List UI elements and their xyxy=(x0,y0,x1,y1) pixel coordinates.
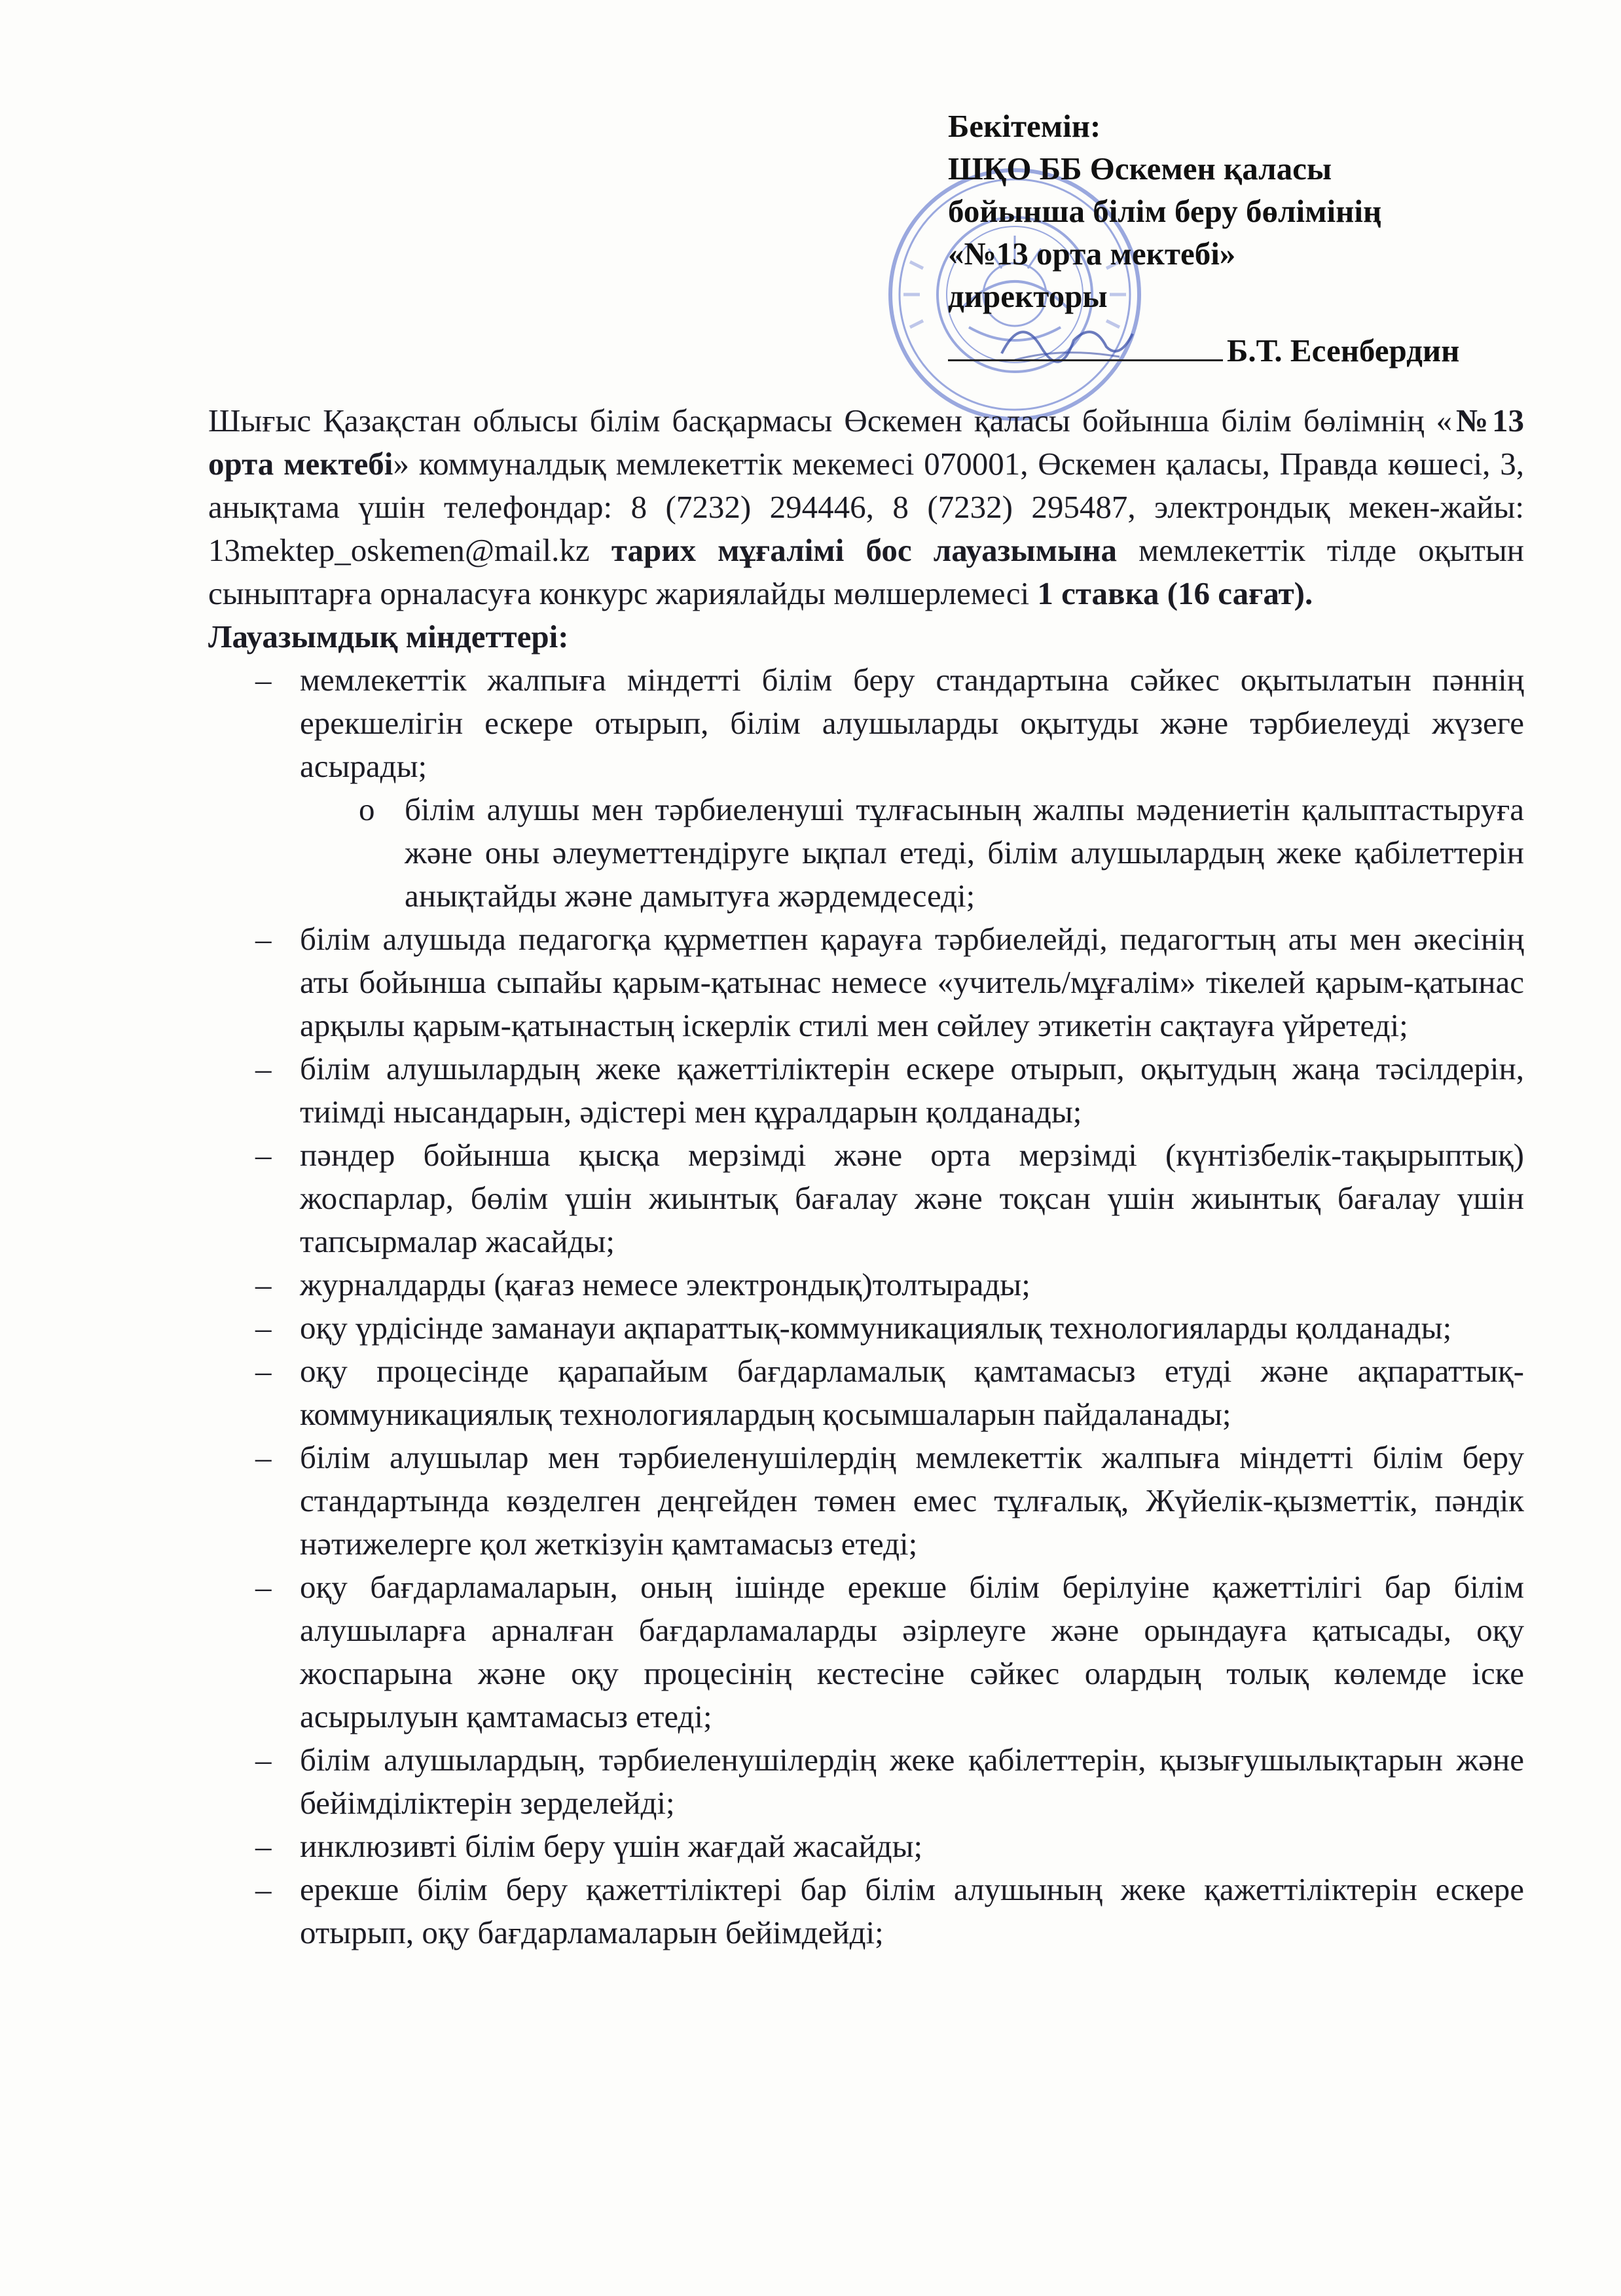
list-item: – ерекше білім беру қажеттіліктері бар білім алушының жеке қажеттіліктерін ескере отырып, оқу бағдарламаларын бейімдейді; xyxy=(208,1868,1524,1954)
list-item: – оқу үрдісінде заманауи ақпараттық-коммуникациялық технологияларды қолданады; xyxy=(208,1306,1524,1350)
intro-text: мемлекеттік тілде оқытын сыныптарға орналасуға конкурс жариялайды мөлшерлемесі xyxy=(208,532,1525,611)
duties-list xyxy=(208,658,1524,1954)
list-item: – оқу бағдарламаларын, оның ішінде ерекше білім берілуіне қажеттілігі бар білім алушыларға арналған бағдарламаларды әзірлеуге және орындауға қатысады, оқу жоспарына және оқу процесінің кестесіне сәйкес олардың толық көлемде іске асырылуын қамтамасыз етеді; xyxy=(208,1566,1524,1738)
intro-paragraph xyxy=(208,399,1524,615)
list-item: – мемлекеттік жалпыға міндетті білім беру стандартына сәйкес оқытылатын пәннің ерекшелігін ескере отырып, білім алушыларды оқытуды және тәрбиелеуді жүзеге асырады; xyxy=(208,658,1524,788)
list-item: – білім алушыда педагогқа құрметпен қарауға тәрбиелейді, педагогтың аты мен әкесінің аты бойынша сыпайы қарым-қатынас немесе «учитель/мұғалім» тікелей қарым-қатынас арқылы қарым-қатынастың іскерлік стилі мен сөйлеу этикетін сақтауға үйретеді; xyxy=(208,918,1524,1047)
list-item: – журналдарды (қағаз немесе электрондық)толтырады; xyxy=(208,1263,1524,1306)
school-name: №13 орта мектебі xyxy=(208,403,1524,482)
list-item: – инклюзивті білім беру үшін жағдай жасайды; xyxy=(208,1825,1524,1868)
vacancy-position: тарих мұғалімі бос лауазымына xyxy=(611,532,1117,568)
intro-text: Шығыс Қазақстан облысы білім басқармасы Өскемен қаласы бойынша білім бөлімнің « xyxy=(208,403,1453,439)
signature-row xyxy=(948,329,1537,372)
list-item: – оқу процесінде қарапайым бағдарламалық қамтамасыз етуді және ақпараттық-коммуникациялық технологиялардың қосымшаларын пайдаланады; xyxy=(208,1350,1524,1436)
list-item: – білім алушылардың жеке қажеттіліктерін ескере отырып, оқытудың жаңа тәсілдерін, тиімді нысандарын, әдістері мен құралдарын қолданады; xyxy=(208,1047,1524,1134)
vacancy-rate: 1 ставка (16 сағат). xyxy=(1037,575,1313,611)
signatory-name: Б.Т. Есенбердин xyxy=(1227,332,1460,368)
approval-line: директоры xyxy=(948,278,1108,314)
duties-title: Лауазымдық міндеттері: xyxy=(208,619,569,655)
intro-text: » коммуналдық мемлекеттік мекемесі 070001, Өскемен қаласы, Правда көшесі, 3, анықтама үшін телефондар: 8 (7232) 294446, 8 (7232) 295487, электрондық мекен-жайы: 13mektep_oskemen@mail.kz xyxy=(208,446,1525,568)
signature-line xyxy=(948,331,1223,361)
approval-block xyxy=(948,105,1537,372)
approval-line: «№13 орта мектебі» xyxy=(948,236,1236,272)
list-item: o білім алушы мен тәрбиеленуші тұлғасының жалпы мәдениетін қалыптастыруға және оны әлеуметтендіруге ықпал етеді, білім алушылардың жеке қабілеттерін анықтайды және дамытуға жәрдемдеседі; xyxy=(208,788,1524,918)
approval-line: бойынша білім беру бөлімінің xyxy=(948,193,1382,229)
list-item: – білім алушылар мен тәрбиеленушілердің мемлекеттік жалпыға міндетті білім беру стандартында көзделген деңгейден төмен емес тұлғалық, Жүйелік-қызметтік, пәндік нәтижелерге қол жеткізуін қамтамасыз етеді; xyxy=(208,1436,1524,1566)
list-item: – пәндер бойынша қысқа мерзімді және орта мерзімді (күнтізбелік-тақырыптық) жоспарлар, бөлім үшін жиынтық бағалау және тоқсан үшін жиынтық бағалау үшін тапсырмалар жасайды; xyxy=(208,1134,1524,1263)
document-body xyxy=(208,399,1524,1954)
list-item: – білім алушылардың, тәрбиеленушілердің жеке қабілеттерін, қызығушылықтарын және бейімділіктерін зерделейді; xyxy=(208,1738,1524,1825)
approval-line: Бекітемін: xyxy=(948,108,1101,144)
approval-line: ШҚО ББ Өскемен қаласы xyxy=(948,151,1332,187)
